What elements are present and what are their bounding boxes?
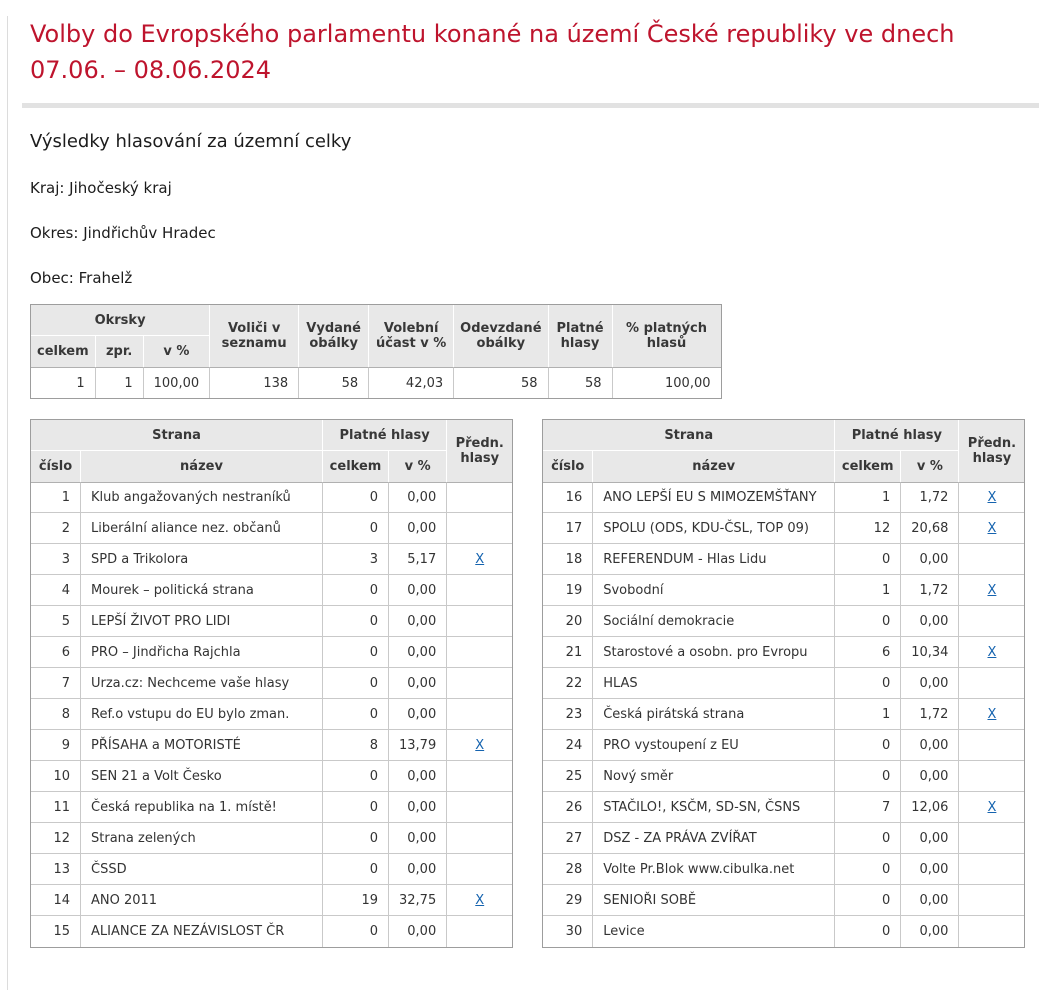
pref-votes-link[interactable]: X (987, 799, 997, 815)
party-votes-total: 1 (835, 575, 901, 606)
party-votes-total: 0 (323, 637, 389, 668)
party-table-right (542, 419, 1025, 948)
summary-platne: 58 (549, 367, 613, 398)
party-row (543, 730, 1024, 761)
party-row (543, 792, 1024, 823)
party-number: 5 (31, 606, 81, 637)
party-number: 19 (543, 575, 593, 606)
title-divider (22, 103, 1039, 108)
party-votes-total: 0 (323, 575, 389, 606)
party-votes-total: 0 (835, 730, 901, 761)
pref-votes-link[interactable]: X (475, 551, 485, 567)
pref-votes-link[interactable]: X (475, 737, 485, 753)
party-name: HLAS (593, 668, 835, 699)
party-votes-pct: 0,00 (389, 482, 447, 513)
party-row (543, 637, 1024, 668)
party-number: 12 (31, 823, 81, 854)
party-row (543, 668, 1024, 699)
party-votes-total: 0 (835, 916, 901, 947)
summary-row (31, 367, 721, 398)
party-votes-total: 0 (323, 606, 389, 637)
party-row (31, 792, 512, 823)
party-number: 23 (543, 699, 593, 730)
party-pref-cell (959, 761, 1024, 792)
party-votes-total: 3 (323, 544, 389, 575)
party-name: PRO – Jindřicha Rajchla (81, 637, 323, 668)
party-votes-total: 12 (835, 513, 901, 544)
party-name: Svobodní (593, 575, 835, 606)
party-pref-cell (447, 668, 512, 699)
party-row (543, 575, 1024, 606)
party-votes-total: 0 (323, 513, 389, 544)
party-votes-pct: 0,00 (389, 575, 447, 606)
party-pref-cell (447, 761, 512, 792)
summary-header-vpct: v % (144, 336, 211, 367)
party-votes-total: 0 (835, 854, 901, 885)
party-pref-cell (959, 916, 1024, 947)
party-header-celkem: celkem (323, 451, 389, 482)
party-votes-pct: 0,00 (389, 823, 447, 854)
party-votes-total: 0 (835, 761, 901, 792)
party-name: Mourek – politická strana (81, 575, 323, 606)
party-pref-cell (447, 792, 512, 823)
party-name: Strana zelených (81, 823, 323, 854)
party-header-strana: Strana (31, 420, 323, 451)
party-name: DSZ - ZA PRÁVA ZVÍŘAT (593, 823, 835, 854)
party-number: 3 (31, 544, 81, 575)
party-number: 2 (31, 513, 81, 544)
party-header-platne-hlasy: Platné hlasy (835, 420, 959, 451)
party-number: 1 (31, 482, 81, 513)
party-number: 22 (543, 668, 593, 699)
party-pref-cell (959, 544, 1024, 575)
party-row (31, 854, 512, 885)
party-row (31, 544, 512, 575)
party-row (543, 885, 1024, 916)
party-tables (30, 419, 1039, 948)
party-votes-total: 0 (835, 668, 901, 699)
party-header-cislo: číslo (543, 451, 593, 482)
party-votes-total: 19 (323, 885, 389, 916)
party-votes-pct: 1,72 (901, 482, 959, 513)
party-name: Česká republika na 1. místě! (81, 792, 323, 823)
summary-header-ucast: Volební účast v % (369, 305, 454, 367)
party-name: Nový směr (593, 761, 835, 792)
party-votes-total: 0 (323, 668, 389, 699)
party-number: 20 (543, 606, 593, 637)
party-name: SPD a Trikolora (81, 544, 323, 575)
party-row (31, 730, 512, 761)
party-votes-pct: 0,00 (901, 606, 959, 637)
party-votes-total: 0 (323, 916, 389, 947)
party-name: PŘÍSAHA a MOTORISTÉ (81, 730, 323, 761)
party-pref-cell (447, 885, 512, 916)
party-votes-total: 0 (323, 699, 389, 730)
summary-header-celkem: celkem (31, 336, 96, 367)
party-votes-pct: 0,00 (389, 699, 447, 730)
party-votes-pct: 10,34 (901, 637, 959, 668)
party-votes-pct: 0,00 (389, 606, 447, 637)
party-votes-pct: 0,00 (901, 730, 959, 761)
party-name: STAČILO!, KSČM, SD-SN, ČSNS (593, 792, 835, 823)
party-name: ANO LEPŠÍ EU S MIMOZEMŠŤANY (593, 482, 835, 513)
section-title: Výsledky hlasování za územní celky (30, 131, 352, 152)
party-name: SENIOŘI SOBĚ (593, 885, 835, 916)
party-row (543, 544, 1024, 575)
party-row (543, 699, 1024, 730)
party-name: LEPŠÍ ŽIVOT PRO LIDI (81, 606, 323, 637)
summary-header-pct-platnych: % platných hlasů (613, 305, 721, 367)
party-name: Urza.cz: Nechceme vaše hlasy (81, 668, 323, 699)
party-pref-cell (959, 885, 1024, 916)
party-votes-pct: 0,00 (901, 544, 959, 575)
party-header-strana: Strana (543, 420, 835, 451)
party-row (31, 823, 512, 854)
party-pref-cell (959, 606, 1024, 637)
party-votes-total: 0 (323, 482, 389, 513)
party-number: 10 (31, 761, 81, 792)
party-votes-total: 0 (835, 823, 901, 854)
party-votes-pct: 0,00 (901, 823, 959, 854)
summary-header-platne: Platné hlasy (549, 305, 613, 367)
party-pref-cell (447, 730, 512, 761)
pref-votes-link[interactable]: X (987, 644, 997, 660)
party-pref-cell (447, 854, 512, 885)
party-number: 17 (543, 513, 593, 544)
party-pref-cell (959, 823, 1024, 854)
party-number: 26 (543, 792, 593, 823)
party-row (31, 606, 512, 637)
party-votes-pct: 0,00 (901, 854, 959, 885)
party-name: ALIANCE ZA NEZÁVISLOST ČR (81, 916, 323, 947)
party-number: 16 (543, 482, 593, 513)
party-pref-cell (447, 575, 512, 606)
party-row (543, 513, 1024, 544)
pref-votes-link[interactable]: X (987, 706, 997, 722)
region-kraj: Kraj: Jihočeský kraj (30, 179, 172, 197)
party-header-vpct: v % (901, 451, 959, 482)
party-name: SEN 21 a Volt Česko (81, 761, 323, 792)
party-number: 27 (543, 823, 593, 854)
party-number: 9 (31, 730, 81, 761)
party-votes-pct: 0,00 (389, 513, 447, 544)
party-row (31, 699, 512, 730)
page-title: Volby do Evropského parlamentu konané na území České republiky ve dnech 07.06. – 08.06.2024 (30, 20, 955, 84)
party-number: 15 (31, 916, 81, 947)
party-votes-total: 0 (323, 792, 389, 823)
page (0, 16, 1047, 990)
party-votes-total: 0 (323, 823, 389, 854)
party-row (31, 885, 512, 916)
party-name: REFERENDUM - Hlas Lidu (593, 544, 835, 575)
party-votes-pct: 0,00 (389, 668, 447, 699)
party-votes-pct: 0,00 (389, 792, 447, 823)
party-number: 13 (31, 854, 81, 885)
pref-votes-link[interactable]: X (987, 582, 997, 598)
party-number: 30 (543, 916, 593, 947)
party-name: ČSSD (81, 854, 323, 885)
pref-votes-link[interactable]: X (475, 892, 485, 908)
pref-votes-link[interactable]: X (987, 520, 997, 536)
party-row (31, 637, 512, 668)
party-votes-pct: 0,00 (389, 854, 447, 885)
party-name: Sociální demokracie (593, 606, 835, 637)
party-votes-pct: 0,00 (389, 916, 447, 947)
party-votes-pct: 1,72 (901, 575, 959, 606)
party-row (543, 761, 1024, 792)
party-number: 4 (31, 575, 81, 606)
party-table-left (30, 419, 513, 948)
party-number: 29 (543, 885, 593, 916)
pref-votes-link[interactable]: X (987, 490, 997, 505)
party-number: 6 (31, 637, 81, 668)
party-number: 28 (543, 854, 593, 885)
party-votes-total: 8 (323, 730, 389, 761)
party-name: SPOLU (ODS, KDU-ČSL, TOP 09) (593, 513, 835, 544)
party-name: Ref.o vstupu do EU bylo zman. (81, 699, 323, 730)
party-votes-total: 6 (835, 637, 901, 668)
party-pref-cell (959, 854, 1024, 885)
summary-vydane: 58 (299, 367, 369, 398)
party-header-predn-hlasy: Předn. hlasy (959, 420, 1024, 482)
party-row (31, 668, 512, 699)
party-name: Volte Pr.Blok www.cibulka.net (593, 854, 835, 885)
party-votes-total: 0 (835, 885, 901, 916)
summary-header-okrsky: Okrsky (31, 305, 210, 336)
party-name: Starostové a osobn. pro Evropu (593, 637, 835, 668)
party-pref-cell (447, 606, 512, 637)
party-votes-pct: 0,00 (389, 761, 447, 792)
summary-table (30, 304, 722, 399)
party-row (31, 761, 512, 792)
party-votes-pct: 1,72 (901, 699, 959, 730)
party-row (543, 854, 1024, 885)
party-number: 18 (543, 544, 593, 575)
party-pref-cell (959, 513, 1024, 544)
party-pref-cell (959, 575, 1024, 606)
party-votes-pct: 0,00 (901, 761, 959, 792)
summary-okrsky-vpct: 100,00 (144, 367, 211, 398)
party-votes-total: 7 (835, 792, 901, 823)
party-pref-cell (447, 482, 512, 513)
summary-header-odevzdane: Odevzdané obálky (454, 305, 548, 367)
party-row (543, 823, 1024, 854)
party-votes-total: 0 (835, 544, 901, 575)
party-votes-total: 1 (835, 482, 901, 513)
summary-header-volici: Voliči v seznamu (210, 305, 299, 367)
region-okres: Okres: Jindřichův Hradec (30, 224, 216, 242)
party-number: 25 (543, 761, 593, 792)
party-name: Klub angažovaných nestraníků (81, 482, 323, 513)
party-pref-cell (447, 544, 512, 575)
party-header-platne-hlasy: Platné hlasy (323, 420, 447, 451)
party-votes-total: 1 (835, 699, 901, 730)
party-votes-pct: 32,75 (389, 885, 447, 916)
party-pref-cell (959, 637, 1024, 668)
party-votes-pct: 0,00 (901, 916, 959, 947)
party-pref-cell (959, 699, 1024, 730)
summary-pct-platnych: 100,00 (613, 367, 721, 398)
party-header-nazev: název (81, 451, 323, 482)
party-votes-total: 0 (323, 761, 389, 792)
party-header-vpct: v % (389, 451, 447, 482)
party-pref-cell (447, 513, 512, 544)
party-name: PRO vystoupení z EU (593, 730, 835, 761)
party-votes-pct: 13,79 (389, 730, 447, 761)
party-header-predn-hlasy: Předn. hlasy (447, 420, 512, 482)
summary-okrsky-celkem: 1 (31, 367, 96, 398)
party-number: 7 (31, 668, 81, 699)
party-number: 8 (31, 699, 81, 730)
party-pref-cell (959, 668, 1024, 699)
summary-ucast: 42,03 (369, 367, 454, 398)
summary-okrsky-zpr: 1 (96, 367, 144, 398)
summary-odevzdane: 58 (454, 367, 548, 398)
party-votes-pct: 12,06 (901, 792, 959, 823)
region-obec: Obec: Frahelž (30, 269, 133, 287)
party-votes-total: 0 (835, 606, 901, 637)
party-header-nazev: název (593, 451, 835, 482)
party-votes-pct: 0,00 (389, 637, 447, 668)
party-pref-cell (959, 482, 1024, 513)
party-pref-cell (447, 823, 512, 854)
page-left-border (7, 16, 8, 990)
party-number: 11 (31, 792, 81, 823)
party-pref-cell (447, 699, 512, 730)
party-row (31, 513, 512, 544)
party-header-celkem: celkem (835, 451, 901, 482)
party-number: 24 (543, 730, 593, 761)
party-votes-pct: 0,00 (901, 885, 959, 916)
party-number: 14 (31, 885, 81, 916)
party-row (31, 916, 512, 947)
party-row (543, 606, 1024, 637)
party-votes-pct: 0,00 (901, 668, 959, 699)
summary-table-wrap (30, 304, 1039, 399)
party-name: ANO 2011 (81, 885, 323, 916)
party-header-cislo: číslo (31, 451, 81, 482)
party-pref-cell (447, 916, 512, 947)
party-votes-total: 0 (323, 854, 389, 885)
party-name: Levice (593, 916, 835, 947)
party-votes-pct: 5,17 (389, 544, 447, 575)
party-name: Česká pirátská strana (593, 699, 835, 730)
party-pref-cell (447, 637, 512, 668)
party-row (31, 575, 512, 606)
summary-header-vydane: Vydané obálky (299, 305, 369, 367)
party-votes-pct: 20,68 (901, 513, 959, 544)
party-row (543, 916, 1024, 947)
summary-header-zpr: zpr. (96, 336, 144, 367)
summary-volici: 138 (210, 367, 299, 398)
party-row (543, 482, 1024, 513)
party-pref-cell (959, 792, 1024, 823)
party-number: 21 (543, 637, 593, 668)
party-pref-cell (959, 730, 1024, 761)
party-name: Liberální aliance nez. občanů (81, 513, 323, 544)
party-row (31, 482, 512, 513)
